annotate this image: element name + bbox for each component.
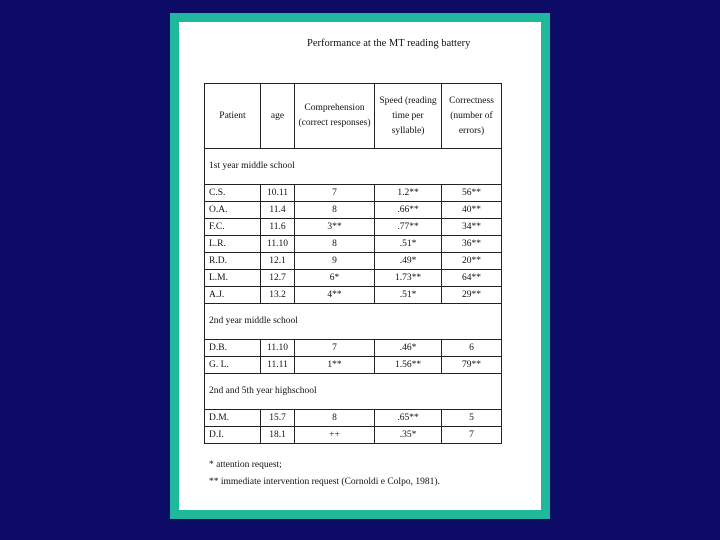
cell-correctness: 7 [442, 427, 502, 444]
cell-comprehension: 9 [295, 253, 375, 270]
cell-age: 11.4 [261, 202, 295, 219]
section-label: 2nd and 5th year highschool [205, 374, 502, 410]
footnote-double-star: ** immediate intervention request (Cornoldi e Colpo, 1981). [209, 477, 440, 487]
cell-comprehension: 1** [295, 357, 375, 374]
cell-speed: 1.56** [375, 357, 442, 374]
section-row [205, 374, 502, 410]
table-row [205, 287, 502, 304]
cell-patient: C.S. [205, 185, 261, 202]
cell-age: 11.10 [261, 236, 295, 253]
cell-correctness: 6 [442, 340, 502, 357]
table-header-row [205, 84, 502, 149]
table-row [205, 357, 502, 374]
cell-patient: D.B. [205, 340, 261, 357]
cell-comprehension: ++ [295, 427, 375, 444]
cell-speed: .51* [375, 236, 442, 253]
cell-correctness: 29** [442, 287, 502, 304]
section-label: 1st year middle school [205, 149, 502, 185]
header-age: age [261, 84, 295, 149]
cell-age: 18.1 [261, 427, 295, 444]
cell-patient: L.R. [205, 236, 261, 253]
cell-comprehension: 8 [295, 236, 375, 253]
footnotes [209, 457, 440, 491]
table-row [205, 236, 502, 253]
document-page [179, 22, 541, 510]
table-row [205, 185, 502, 202]
header-correctness: Correctness (number of errors) [442, 84, 502, 149]
cell-age: 11.10 [261, 340, 295, 357]
cell-patient: D.M. [205, 410, 261, 427]
cell-patient: L.M. [205, 270, 261, 287]
header-patient: Patient [205, 84, 261, 149]
cell-correctness: 34** [442, 219, 502, 236]
cell-correctness: 5 [442, 410, 502, 427]
cell-patient: R.D. [205, 253, 261, 270]
cell-correctness: 56** [442, 185, 502, 202]
header-comprehension: Comprehension (correct responses) [295, 84, 375, 149]
cell-patient: A.J. [205, 287, 261, 304]
table-row [205, 427, 502, 444]
cell-comprehension: 3** [295, 219, 375, 236]
cell-correctness: 64** [442, 270, 502, 287]
cell-comprehension: 4** [295, 287, 375, 304]
cell-speed: .77** [375, 219, 442, 236]
cell-speed: 1.2** [375, 185, 442, 202]
table-body [205, 149, 502, 444]
section-label: 2nd year middle school [205, 304, 502, 340]
cell-speed: .51* [375, 287, 442, 304]
cell-patient: O.A. [205, 202, 261, 219]
table-row [205, 270, 502, 287]
table-row [205, 340, 502, 357]
cell-correctness: 79** [442, 357, 502, 374]
cell-comprehension: 7 [295, 340, 375, 357]
header-speed: Speed (reading time per syllable) [375, 84, 442, 149]
cell-age: 12.1 [261, 253, 295, 270]
cell-comprehension: 8 [295, 202, 375, 219]
cell-correctness: 20** [442, 253, 502, 270]
cell-correctness: 40** [442, 202, 502, 219]
cell-age: 10.11 [261, 185, 295, 202]
cell-patient: F.C. [205, 219, 261, 236]
cell-speed: .49* [375, 253, 442, 270]
cell-age: 11.11 [261, 357, 295, 374]
cell-speed: .65** [375, 410, 442, 427]
cell-correctness: 36** [442, 236, 502, 253]
cell-speed: .46* [375, 340, 442, 357]
table-row [205, 253, 502, 270]
table-row [205, 202, 502, 219]
section-row [205, 149, 502, 185]
cell-speed: 1.73** [375, 270, 442, 287]
cell-comprehension: 8 [295, 410, 375, 427]
cell-patient: D.I. [205, 427, 261, 444]
cell-comprehension: 6* [295, 270, 375, 287]
results-table [204, 83, 502, 444]
table-row [205, 219, 502, 236]
cell-comprehension: 7 [295, 185, 375, 202]
page-title: Performance at the MT reading battery [307, 38, 471, 49]
cell-age: 12.7 [261, 270, 295, 287]
cell-speed: .35* [375, 427, 442, 444]
cell-age: 13.2 [261, 287, 295, 304]
section-row [205, 304, 502, 340]
cell-age: 11.6 [261, 219, 295, 236]
table-row [205, 410, 502, 427]
cell-speed: .66** [375, 202, 442, 219]
cell-patient: G. L. [205, 357, 261, 374]
footnote-single-star: * attention request; [209, 460, 282, 470]
cell-age: 15.7 [261, 410, 295, 427]
